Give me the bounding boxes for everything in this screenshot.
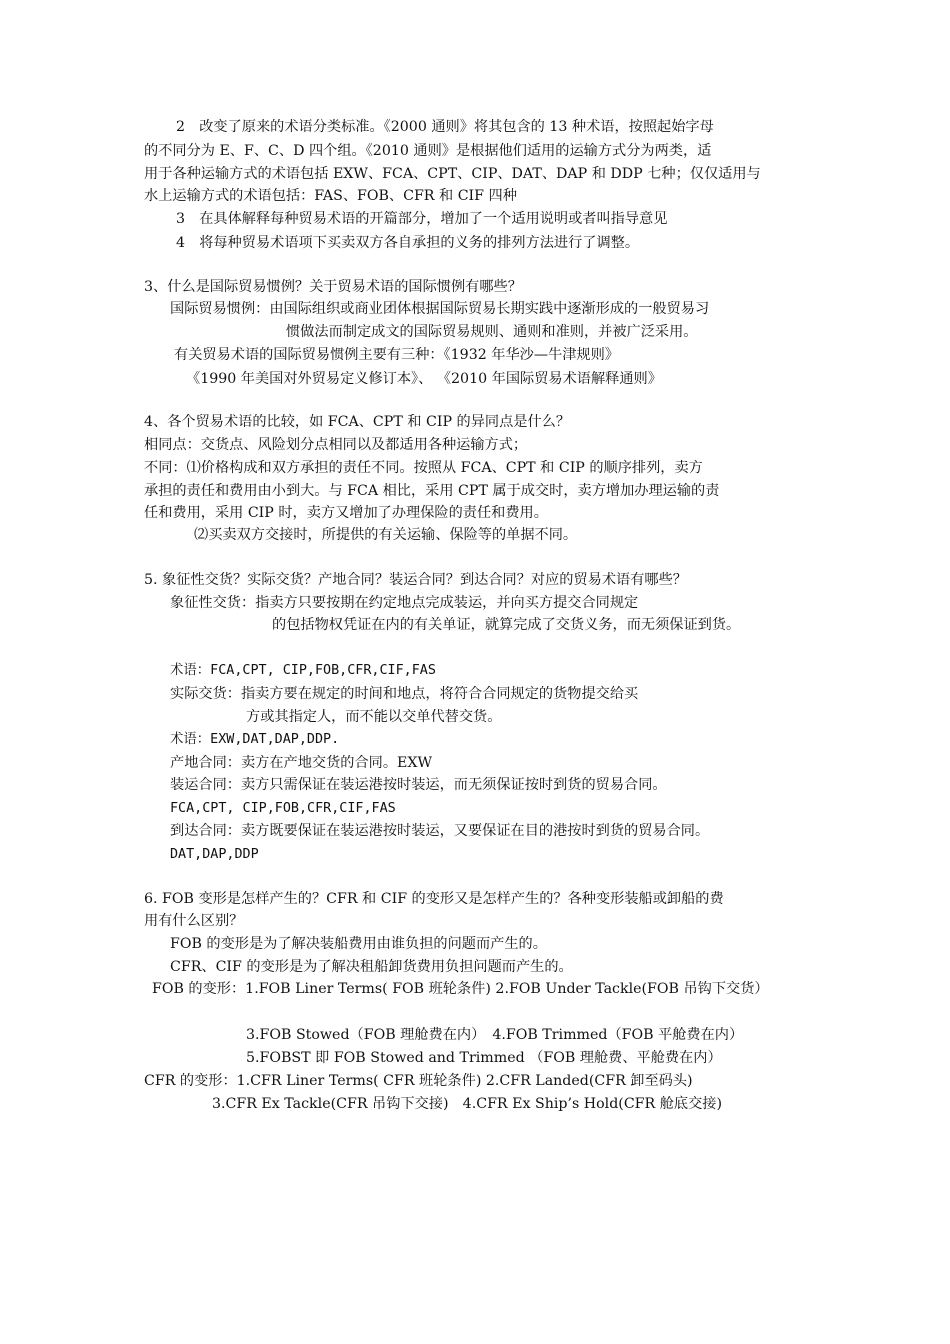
q6-cfr-variants-line-2: 3.CFR Ex Tackle(CFR 吊钩下交接) 4.CFR Ex Ship’s Hold(CFR 舱底交接) bbox=[212, 1096, 722, 1112]
question-6-line-1: 6. FOB 变形是怎样产生的？CFR 和 CIF 的变形又是怎样产生的？各种变形装船或卸船的费 bbox=[144, 891, 724, 907]
paragraph-3: 3 在具体解释每种贸易术语的开篇部分，增加了一个适用说明或者叫指导意见 bbox=[176, 211, 668, 227]
q4-differences-line-4: ⑵买卖双方交接时，所提供的有关运输、保险等的单据不同。 bbox=[194, 527, 578, 543]
q4-differences-line-1: 不同：⑴价格构成和双方承担的责任不同。按照从 FCA、CPT 和 CIP 的顺序排列，卖方 bbox=[144, 460, 703, 476]
q6-cfr-reason: CFR、CIF 的变形是为了解决租船卸货费用负担问题而产生的。 bbox=[170, 959, 573, 975]
question-6-line-2: 用有什么区别？ bbox=[144, 913, 244, 929]
question-5: 5. 象征性交货？实际交货？产地合同？装运合同？到达合同？对应的贸易术语有哪些？ bbox=[144, 572, 687, 588]
q4-differences-line-3: 任和费用，采用 CIP 时，卖方又增加了办理保险的责任和费用。 bbox=[144, 505, 548, 521]
paragraph-2-line-2: 的不同分为 E、F、C、D 四个组。《2010 通则》是根据他们适用的运输方式分为两类，适 bbox=[144, 143, 712, 159]
q3-definition-line-1: 国际贸易惯例：由国际组织或商业团体根据国际贸易长期实践中逐渐形成的一般贸易习 bbox=[170, 301, 710, 317]
question-3: 3、什么是国际贸易惯例？关于贸易术语的国际惯例有哪些？ bbox=[144, 279, 522, 295]
q6-fob-variants-line-2: 3.FOB Stowed（FOB 理舱费在内） 4.FOB Trimmed（FOB 平舱费在内） bbox=[246, 1027, 744, 1043]
q3-definition-line-2: 惯做法而制定成文的国际贸易规则、通则和准则，并被广泛采用。 bbox=[286, 324, 698, 340]
paragraph-2-line-3: 用于各种运输方式的术语包括 EXW、FCA、CPT、CIP、DAT、DAP 和 DDP 七种；仅仅适用与 bbox=[144, 166, 761, 182]
q6-fob-reason: FOB 的变形是为了解决装船费用由谁负担的问题而产生的。 bbox=[170, 936, 547, 952]
q4-similarities: 相同点：交货点、风险划分点相同以及都适用各种运输方式； bbox=[144, 437, 528, 453]
q5-shipment-contract: 装运合同：卖方只需保证在装运港按时装运，而无须保证按时到货的贸易合同。 bbox=[170, 777, 667, 793]
q4-differences-line-2: 承担的责任和费用由小到大。与 FCA 相比，采用 CPT 属于成交时，卖方增加办理运输的责 bbox=[144, 483, 720, 499]
q5-actual-terms: 术语：EXW,DAT,DAP,DDP. bbox=[170, 732, 340, 747]
q5-actual-line-2: 方或其指定人，而不能以交单代替交货。 bbox=[246, 709, 502, 725]
paragraph-4: 4 将每种贸易术语项下买卖双方各自承担的义务的排列方法进行了调整。 bbox=[176, 235, 640, 251]
q6-fob-variants-line-1: FOB 的变形：1.FOB Liner Terms( FOB 班轮条件) 2.FOB Under Tackle(FOB 吊钩下交货） bbox=[152, 981, 769, 997]
paragraph-2-line-4: 水上运输方式的术语包括：FAS、FOB、CFR 和 CIF 四种 bbox=[144, 188, 517, 204]
q5-shipment-terms: FCA,CPT, CIP,FOB,CFR,CIF,FAS bbox=[170, 801, 396, 816]
q6-fob-variants-line-3: 5.FOBST 即 FOB Stowed and Trimmed （FOB 理舱费、平舱费在内） bbox=[246, 1050, 722, 1066]
q5-symbolic-line-2: 的包括物权凭证在内的有关单证，就算完成了交货义务，而无须保证到货。 bbox=[272, 617, 741, 633]
q3-list-line-2: 《1990 年美国对外贸易定义修订本》、 《2010 年国际贸易术语解释通则》 bbox=[186, 371, 662, 387]
q5-arrival-contract: 到达合同：卖方既要保证在装运港按时装运，又要保证在目的港按时到货的贸易合同。 bbox=[170, 823, 710, 839]
q5-arrival-terms: DAT,DAP,DDP bbox=[170, 847, 259, 862]
q5-origin-contract: 产地合同：卖方在产地交货的合同。EXW bbox=[170, 755, 433, 771]
question-4: 4、各个贸易术语的比较，如 FCA、CPT 和 CIP 的异同点是什么？ bbox=[144, 414, 571, 430]
q3-list-line-1: 有关贸易术语的国际贸易惯例主要有三种：《1932 年华沙—牛津规则》 bbox=[174, 347, 619, 363]
paragraph-2-line-1: 2 改变了原来的术语分类标准。《2000 通则》将其包含的 13 种术语，按照起始字母 bbox=[176, 119, 714, 135]
q5-actual-line-1: 实际交货：指卖方要在规定的时间和地点，将符合合同规定的货物提交给买 bbox=[170, 686, 639, 702]
q5-symbolic-terms: 术语：FCA,CPT, CIP,FOB,CFR,CIF,FAS bbox=[170, 663, 436, 678]
q5-symbolic-line-1: 象征性交货：指卖方只要按期在约定地点完成装运，并向买方提交合同规定 bbox=[170, 595, 639, 611]
q6-cfr-variants-line-1: CFR 的变形：1.CFR Liner Terms( CFR 班轮条件) 2.CFR Landed(CFR 卸至码头) bbox=[144, 1073, 693, 1089]
